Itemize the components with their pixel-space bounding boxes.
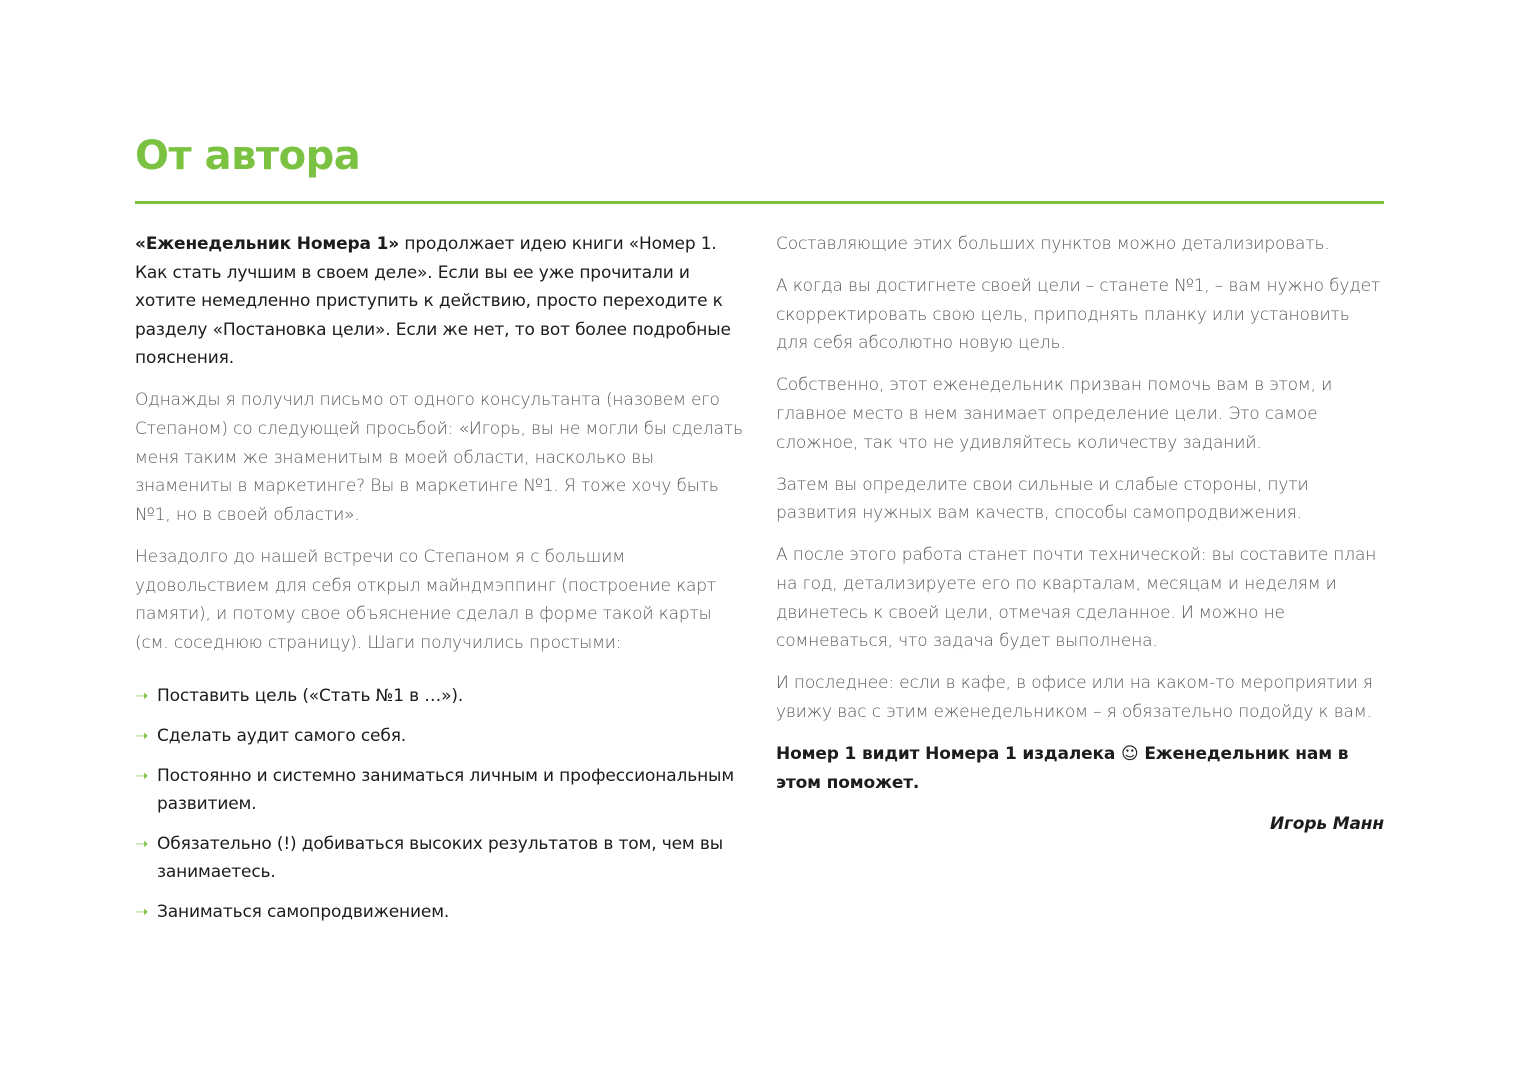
arrow-right-icon: ➝ [135,725,149,745]
strengths-paragraph: Затем вы определите свои сильные и слабые стороны, пути развития нужных вам качеств, способы самопродвижения. [776,474,1309,524]
step-text: Обязательно (!) добиваться высоких результатов в том, чем вы занимаетесь. [157,833,724,883]
arrow-right-icon: ➝ [135,686,149,706]
purpose-paragraph: Собственно, этот еженедельник призван помочь вам в этом, и главное место в нем занимает определение цели. Это самое сложное, так что не удивляйтесь количеству заданий. [776,375,1333,453]
intro-paragraph [135,230,745,373]
closing-statement: Номер 1 видит Номера 1 издалека ☺ Еженедельник нам в этом поможет. [776,743,1349,793]
page-title: От автора [135,133,361,179]
last-paragraph: И последнее: если в кафе, в офисе или на каком-то мероприятии я увижу вас с этим еженедельником – я обязательно подойду к вам. [776,673,1373,722]
step-item-5 [135,898,745,927]
story-paragraph: Однажды я получил письмо от одного консультанта (назовем его Степаном) со следующей просьбой: «Игорь, вы не могли бы сделать меня таким же знаменитым в моей области, насколько вы знамениты в маркетинге? Вы в маркетинге №1. Я тоже хочу быть №1, но в своей области». [135,390,743,525]
step-item-2 [135,722,745,751]
arrow-right-icon: ➝ [135,901,149,921]
step-item-1 [135,682,745,711]
after-goal-paragraph: А когда вы достигнете своей цели – станете №1, – вам нужно будет скорректировать свою цель, приподнять планку или установить для себя абсолютно новую цель. [776,276,1381,354]
author-signature: Игорь Манн [1269,814,1384,835]
step-text: Сделать аудит самого себя. [157,725,407,746]
left-column [135,230,745,937]
title-divider [135,201,1384,204]
plan-paragraph: А после этого работа станет почти технической: вы составите план на год, детализируете его по кварталам, месяцам и неделям и двинетесь к своей цели, отмечая сделанное. И можно не сомневаться, что задача будет выполнена. [776,545,1377,652]
arrow-right-icon: ➝ [135,833,149,853]
arrow-right-icon: ➝ [135,765,149,785]
step-text: Заниматься самопродвижением. [157,901,450,922]
step-text: Поставить цель («Стать №1 в …»). [157,686,464,707]
intro-bold-title: «Еженедельник Номера 1» [135,234,400,254]
right-column [776,230,1384,839]
mindmap-paragraph: Незадолго до нашей встречи со Степаном я с большим удовольствием для себя открыл майндмэппинг (построение карт памяти), и потому свое объяснение сделал в форме такой карты (см. соседнюю страницу). Шаги получились простыми: [135,546,717,653]
intro-text: продолжает идею книги «Номер 1. Как стать лучшим в своем деле». Если вы ее уже прочитали и хотите немедленно приступить к действию, просто переходите к разделу «Постановка цели». Если же нет, то вот более подробные пояснения. [135,234,731,369]
steps-list [135,682,745,926]
step-item-4 [135,830,745,887]
details-paragraph: Составляющие этих больших пунктов можно детализировать. [776,234,1330,254]
step-item-3 [135,762,745,819]
step-text: Постоянно и системно заниматься личным и профессиональным развитием. [157,765,735,815]
